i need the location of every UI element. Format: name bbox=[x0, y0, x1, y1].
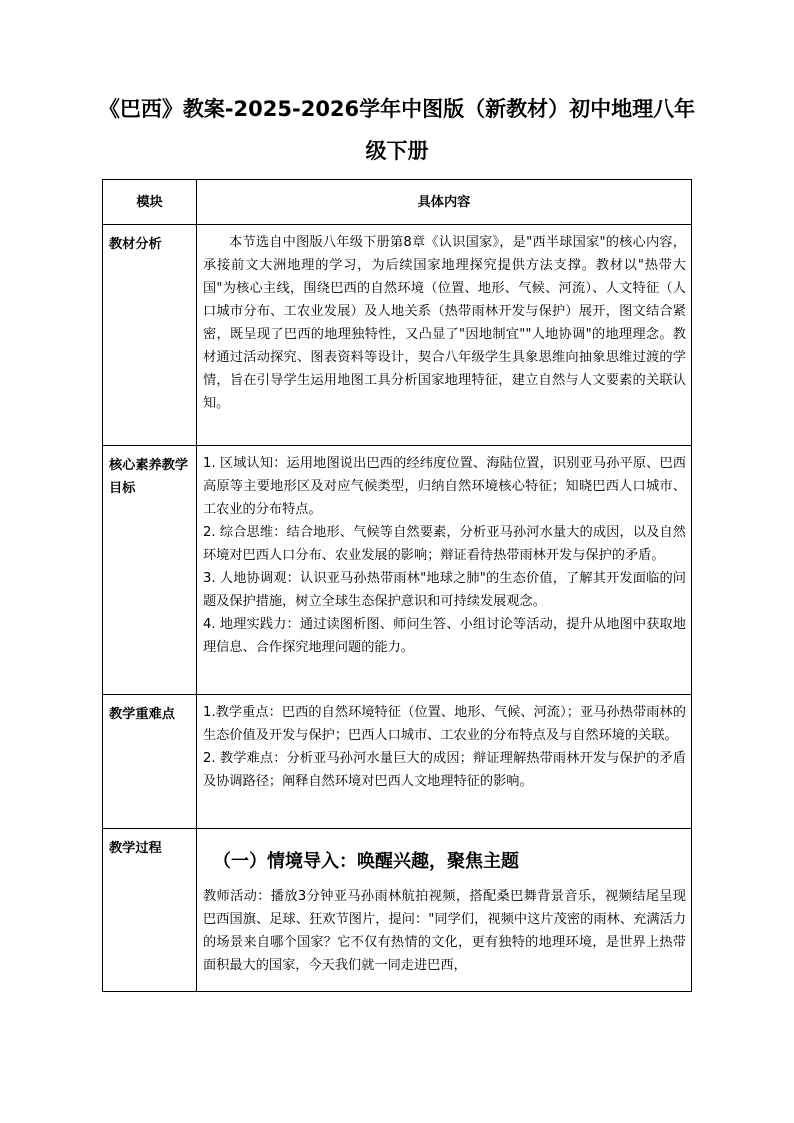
table-row-key-points bbox=[103, 695, 692, 829]
goal-item-4: 4. 地理实践力：通过读图析图、师问生答、小组讨论等活动，提升从地图中获取地理信息、合作探究地理问题的能力。 bbox=[203, 617, 686, 655]
document-title bbox=[90, 88, 704, 172]
lesson-plan-table bbox=[102, 179, 692, 992]
section-heading: （一）情境导入：唤醒兴趣，聚焦主题 bbox=[213, 851, 519, 872]
goal-item-2: 2. 综合思维：结合地形、气候等自然要素，分析亚马孙河水量大的成因，以及自然环境对巴西人口分布、农业发展的影响；辩证看待热带雨林开发与保护的矛盾。 bbox=[203, 525, 686, 563]
key-point-2: 2. 教学难点：分析亚马孙河水量巨大的成因；辩证理解热带雨林开发与保护的矛盾及协调路径；阐释自然环境对巴西人文地理特征的影响。 bbox=[203, 751, 686, 789]
row-label-process: 教学过程 bbox=[103, 829, 197, 992]
goal-item-3: 3. 人地协调观：认识亚马孙热带雨林"地球之肺"的生态价值，了解其开发面临的问题及保护措施，树立全球生态保护意识和可持续发展观念。 bbox=[203, 571, 686, 609]
key-point-1: 1.教学重点：巴西的自然环境特征（位置、地形、气候、河流）；亚马孙热带雨林的生态价值及开发与保护；巴西人口城市、工农业的分布特点及与自然环境的关联。 bbox=[203, 705, 686, 743]
table-row-goals bbox=[103, 446, 692, 695]
header-module: 模块 bbox=[103, 180, 197, 225]
analysis-content bbox=[197, 225, 692, 446]
row-label-key-points: 教学重难点 bbox=[103, 695, 197, 829]
analysis-paragraph: 本节选自中图版八年级下册第8章《认识国家》，是"西半球国家"的核心内容，承接前文大洲地理的学习，为后续国家地理探究提供方法支撑。教材以"热带大国"为核心主线，围绕巴西的自然环境（位置、地形、气候、河流）、人文特征（人口城市分布、工农业发展）及人地关系（热带雨林开发与保护）展开，图文结合紧密，既呈现了巴西的地理独特性，又凸显了"因地制宜""人地协调"的地理理念。教材通过活动探究、图表资料等设计，契合八年级学生具象思维向抽象思维过渡的学情，旨在引导学生运用地图工具分析国家地理特征，建立自然与人文要素的关联认知。 bbox=[203, 235, 686, 411]
goal-item-1: 1. 区域认知：运用地图说出巴西的经纬度位置、海陆位置，识别亚马孙平原、巴西高原等主要地形区及对应气候类型，归纳自然环境核心特征；知晓巴西人口城市、工农业的分布特点。 bbox=[203, 456, 686, 517]
row-label-goals: 核心素养教学目标 bbox=[103, 446, 197, 695]
table-row-analysis bbox=[103, 225, 692, 446]
header-content: 具体内容 bbox=[197, 180, 692, 225]
title-line-1: 《巴西》教案-2025-2026学年中图版（新教材）初中地理八年 bbox=[98, 97, 696, 121]
process-content bbox=[197, 829, 692, 992]
title-line-2: 级下册 bbox=[365, 139, 429, 163]
row-label-analysis: 教材分析 bbox=[103, 225, 197, 446]
key-points-content bbox=[197, 695, 692, 829]
table-header-row bbox=[103, 180, 692, 225]
table-row-process bbox=[103, 829, 692, 992]
goals-content bbox=[197, 446, 692, 695]
process-paragraph: 教师活动：播放3分钟亚马孙雨林航拍视频，搭配桑巴舞背景音乐，视频结尾呈现巴西国旗、足球、狂欢节图片，提问："同学们，视频中这片茂密的雨林、充满活力的场景来自哪个国家？它不仅有热情的文化，更有独特的地理环境，是世界上热带面积最大的国家，今天我们就一同走进巴西， bbox=[203, 889, 686, 973]
